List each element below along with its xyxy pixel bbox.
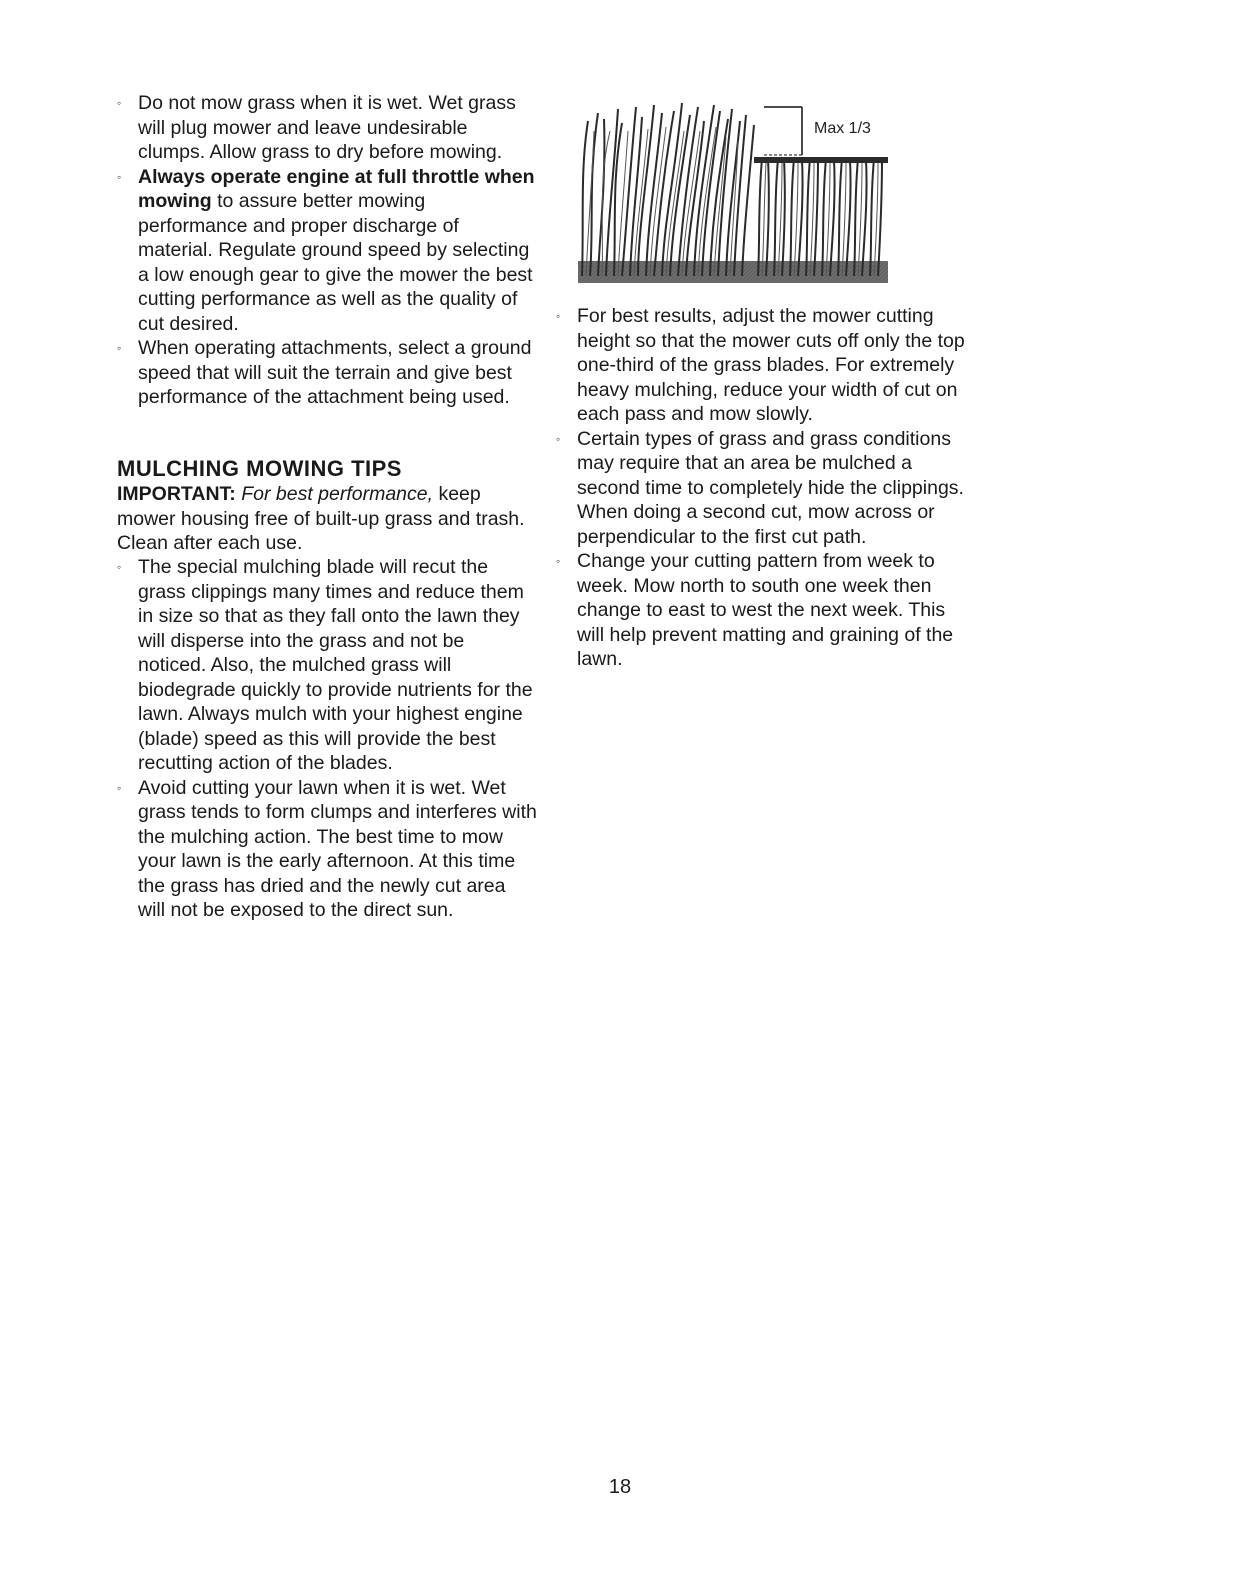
important-label: IMPORTANT: (117, 483, 236, 505)
bullet-list-mulching (117, 555, 537, 923)
bullet-list-mowing (117, 91, 537, 410)
list-item-text: Change your cutting pattern from week to week. Mow north to south one week then change to east to west the next week. This will help prevent matting and graining of the lawn. (577, 550, 954, 670)
bullet-icon: ◦ (117, 341, 122, 355)
list-item (117, 555, 537, 776)
list-item-rest: to assure better mowing performance and proper discharge of material. Regulate ground speed by selecting a low enough gear to give the mower the best cutting performance as well as the quality of cut desired. (138, 190, 533, 335)
list-item (556, 427, 976, 550)
bullet-icon: ◦ (556, 431, 561, 446)
list-item (117, 776, 537, 923)
bullet-icon: ◦ (117, 560, 122, 574)
bullet-icon: ◦ (117, 96, 122, 110)
page-number: 18 (608, 1476, 632, 1498)
bullet-icon: ◦ (556, 309, 561, 323)
list-item-text: When operating attachments, select a ground speed that will suit the terrain and give best performance of the attachment being used. (138, 337, 532, 408)
list-item-text (138, 165, 537, 337)
list-item-text: Avoid cutting your lawn when it is wet. Wet grass tends to form clumps and interferes with the mulching action. The best time to mow your lawn is the early afternoon. At this time the grass has dried and the newly cut area will not be exposed to the direct sun. (138, 776, 537, 921)
bullet-list-cutting (556, 304, 976, 672)
list-item-text: Do not mow grass when it is wet. Wet grass will plug mower and leave undesirable clumps. Allow grass to dry before mowing. (138, 92, 516, 163)
list-item (556, 304, 976, 427)
list-item-text: Certain types of grass and grass conditions may require that an area be mulched a second time to completely hide the clippings. When doing a second cut, mow across or perpendicular to the first cut path. (577, 427, 964, 548)
bold-lead-text: Always operate engine at full throttle when mowing (138, 165, 535, 212)
list-item-text: The special mulching blade will recut the grass clippings many times and reduce them in size so that as they fall onto the lawn they will disperse into the grass and not be noticed. Also, the mulched grass will biodegrade quickly to provide nutrients for the lawn. Always mulch with your highest engine (blade) speed as this will provide the best recutting action of the blades. (138, 556, 533, 774)
list-item (117, 165, 537, 337)
figure-label: Max 1/3 (814, 120, 871, 137)
bullet-icon: ◦ (556, 554, 561, 568)
important-text: keep mower housing free of built-up grass and trash. Clean after each use. (117, 483, 525, 554)
section-heading: MULCHING MOWING TIPS (117, 456, 402, 481)
grass-height-illustration (578, 101, 888, 287)
list-item (117, 336, 537, 410)
list-item-text: For best results, adjust the mower cutting height so that the mower cuts off only the top one-third of the grass blades. For extremely heavy mulching, reduce your width of cut on each pass and mow slowly. (577, 305, 965, 425)
bullet-icon: ◦ (117, 780, 122, 795)
list-item (556, 549, 976, 672)
important-note (117, 482, 537, 556)
list-item (117, 91, 537, 165)
important-italic: For best performance, (235, 483, 434, 505)
bullet-icon: ◦ (117, 169, 122, 184)
